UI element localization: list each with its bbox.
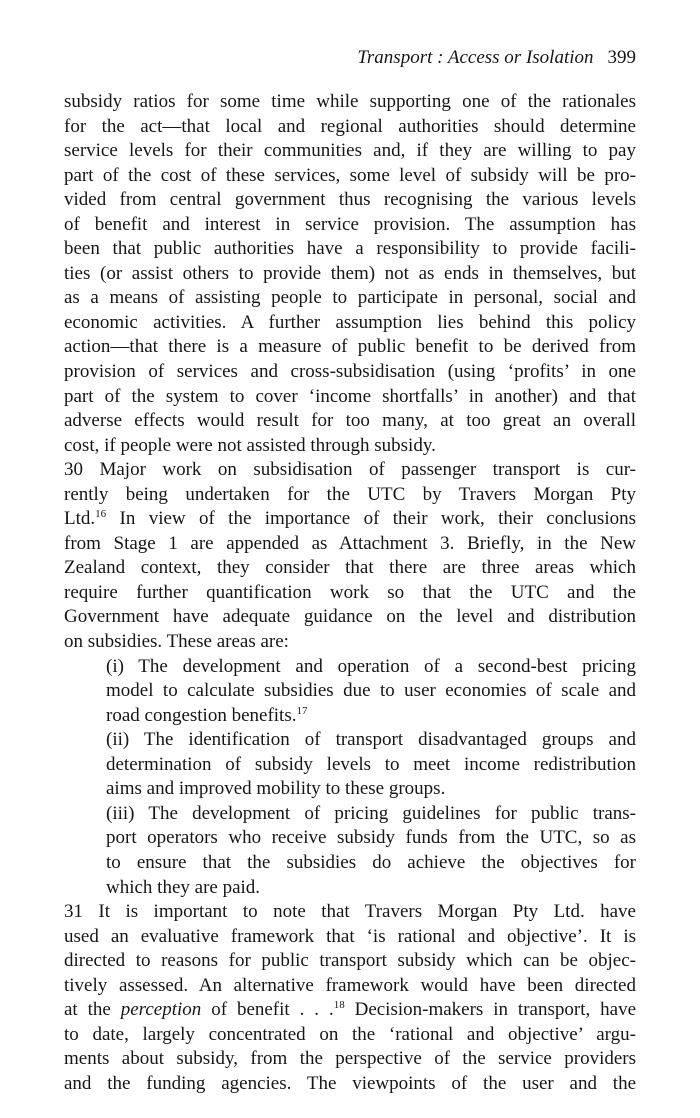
text-line: service levels for their communities and, if they are willing to pay — [64, 140, 636, 162]
text-line: and the funding agencies. The viewpoints of the user and the — [64, 1072, 636, 1094]
paragraph-30-line: 30 Major work on subsidisation of passenger transport is cur- — [64, 459, 636, 481]
text-line: Ltd.$^{16}$ In view of the importance of their work, their conclusions — [64, 508, 636, 530]
text-line: from Stage 1 are appended as Attachment 3. Briefly, in the New — [64, 532, 636, 554]
running-header — [64, 46, 636, 70]
text-line: which they are paid. — [106, 876, 261, 898]
text-line: to ensure that the subsidies do achieve the objectives for — [106, 851, 636, 873]
text-line: ties (or assist others to provide them) not as ends in themselves, but — [64, 262, 636, 284]
list-item-ii-line: (ii) The identification of transport disadvantaged groups and — [106, 729, 636, 751]
text-line: part of the system to cover ‘income shortfalls’ in another) and that — [64, 385, 636, 407]
text-line: subsidy ratios for some time while supporting one of the rationales — [64, 91, 636, 112]
text-line: been that public authorities have a responsibility to provide facili- — [64, 238, 636, 260]
text-line: aims and improved mobility to these groups. — [106, 778, 446, 800]
text-line: tively assessed. An alternative framework would have been directed — [64, 974, 636, 996]
text-line: rently being undertaken for the UTC by Travers Morgan Pty — [64, 483, 636, 505]
list-item-i-line: (i) The development and operation of a second-best pricing — [106, 655, 636, 677]
text-line: used an evaluative framework that ‘is rational and objective’. It is — [64, 925, 636, 947]
text-line: vided from central government thus recognising the various levels — [64, 189, 636, 211]
text-line: for the act—that local and regional authorities should determine — [64, 115, 636, 137]
text-line: at the perception of benefit . . .$^{18}$ Decision-makers in transport, have — [64, 999, 636, 1021]
text-line: Zealand context, they consider that there are three areas which — [64, 557, 636, 579]
text-line: directed to reasons for public transport subsidy which can be objec- — [64, 950, 636, 972]
text-line: Government have adequate guidance on the level and distribution — [64, 606, 636, 628]
text-line: require further quantification work so that the UTC and the — [64, 581, 636, 603]
book-page — [64, 46, 636, 1096]
text-line: of benefit and interest in service provision. The assumption has — [64, 213, 636, 235]
list-item-iii-line: (iii) The development of pricing guidelines for public trans- — [106, 802, 636, 824]
page-number: 399 — [607, 47, 636, 68]
text-line: as a means of assisting people to participate in personal, social and — [64, 287, 636, 309]
text-line: ments about subsidy, from the perspective of the service providers — [64, 1048, 636, 1070]
text-line: provision of services and cross-subsidisation (using ‘profits’ in one — [64, 361, 636, 383]
text-line: determination of subsidy levels to meet income redistribution — [106, 753, 636, 775]
text-line: economic activities. A further assumption lies behind this policy — [64, 311, 636, 333]
text-line: part of the cost of these services, some level of subsidy will be pro- — [64, 164, 636, 186]
body-text — [64, 90, 636, 1096]
text-line: on subsidies. These areas are: — [64, 631, 289, 653]
running-title: Transport : Access or Isolation — [357, 47, 594, 68]
text-line: port operators who receive subsidy funds from the UTC, so as — [106, 827, 636, 849]
paragraph-31-line: 31 It is important to note that Travers Morgan Pty Ltd. have — [64, 901, 636, 923]
text-line: cost, if people were not assisted through subsidy. — [64, 434, 436, 456]
text-line: model to calculate subsidies due to user economies of scale and — [106, 680, 636, 702]
text-line: road congestion benefits.$^{17}$ — [106, 704, 308, 726]
text-line: action—that there is a measure of public benefit to be derived from — [64, 336, 636, 358]
text-line: adverse effects would result for too many, at too great an overall — [64, 410, 636, 432]
text-line: to date, largely concentrated on the ‘rational and objective’ argu- — [64, 1023, 636, 1045]
